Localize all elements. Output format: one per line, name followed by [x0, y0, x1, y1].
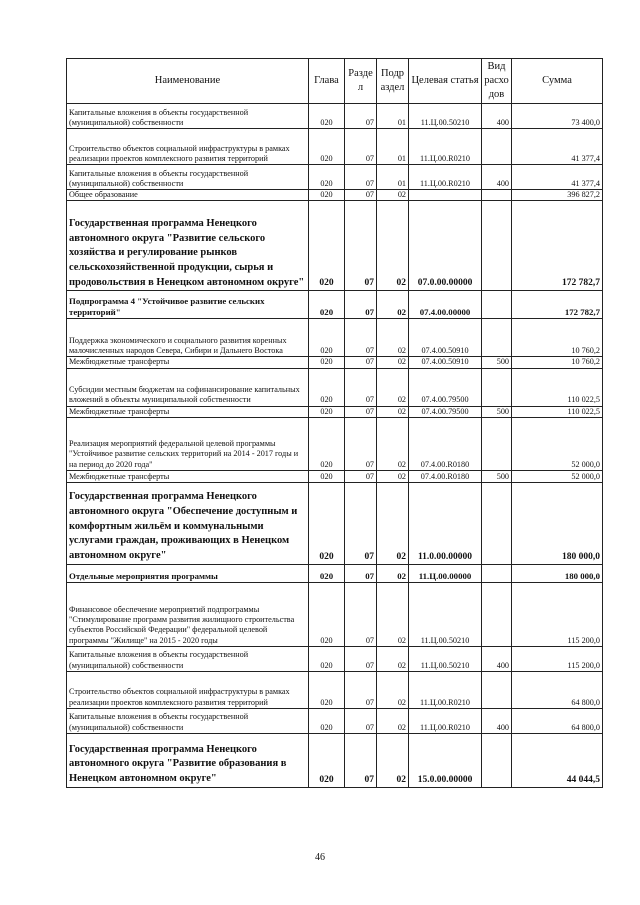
- cell-name: Государственная программа Ненецкого автономного округа "Развитие образования в Ненецком автономном округе": [67, 733, 309, 787]
- cell-glava: 020: [309, 201, 345, 291]
- cell-summa: 41 377,4: [512, 165, 603, 190]
- table-row: [67, 671, 603, 708]
- cell-name: Государственная программа Ненецкого автономного округа "Развитие сельского хозяйства и регулирование рынков сельскохозяйственной продукции, сырья и продовольствия в Ненецком автономном округе": [67, 201, 309, 291]
- table-row: [67, 319, 603, 357]
- cell-summa: 180 000,0: [512, 564, 603, 582]
- cell-vid: [482, 201, 512, 291]
- cell-statya: 11.Ц.00.50210: [409, 582, 482, 646]
- cell-name: Строительство объектов социальной инфраструктуры в рамках реализации проектов комплексного развития территорий: [67, 671, 309, 708]
- cell-name: Поддержка экономического и социального развития коренных малочисленных народов Севера, Сибири и Дальнего Востока: [67, 319, 309, 357]
- cell-summa: 110 022,5: [512, 368, 603, 406]
- cell-vid: [482, 417, 512, 470]
- cell-summa: 44 044,5: [512, 733, 603, 787]
- cell-glava: 020: [309, 646, 345, 671]
- cell-glava: 020: [309, 470, 345, 482]
- table-row: [67, 291, 603, 319]
- header-podrazdel: Подр аздел: [377, 59, 409, 104]
- cell-statya: 15.0.00.00000: [409, 733, 482, 787]
- cell-podrazdel: 02: [377, 319, 409, 357]
- cell-statya: 07.4.00.79500: [409, 368, 482, 406]
- cell-podrazdel: 02: [377, 357, 409, 368]
- cell-statya: 11.Ц.00.50210: [409, 104, 482, 129]
- cell-razdel: 07: [345, 165, 377, 190]
- table-row: [67, 482, 603, 564]
- table-row: [67, 406, 603, 417]
- table-row: [67, 470, 603, 482]
- cell-name: Финансовое обеспечение мероприятий подпрограммы "Стимулирование программ развития жилищного строительства субъектов Российской Федерации" федеральной целевой программы "Жилище" на 2015 - 2020 годы: [67, 582, 309, 646]
- cell-glava: 020: [309, 368, 345, 406]
- cell-glava: 020: [309, 482, 345, 564]
- cell-vid: [482, 482, 512, 564]
- cell-podrazdel: 02: [377, 406, 409, 417]
- cell-statya: 11.Ц.00.R0210: [409, 129, 482, 165]
- header-name: Наименование: [67, 59, 309, 104]
- budget-table-page: [66, 58, 602, 788]
- cell-vid: 400: [482, 708, 512, 733]
- cell-vid: [482, 671, 512, 708]
- cell-statya: 07.0.00.00000: [409, 201, 482, 291]
- cell-glava: 020: [309, 190, 345, 201]
- cell-glava: 020: [309, 582, 345, 646]
- cell-podrazdel: 02: [377, 417, 409, 470]
- cell-summa: 115 200,0: [512, 646, 603, 671]
- cell-glava: 020: [309, 406, 345, 417]
- cell-summa: 52 000,0: [512, 470, 603, 482]
- cell-name: Субсидии местным бюджетам на софинансирование капитальных вложений в объекты муниципальной собственности: [67, 368, 309, 406]
- cell-razdel: 07: [345, 201, 377, 291]
- table-row: [67, 129, 603, 165]
- table-row: [67, 564, 603, 582]
- table-row: [67, 733, 603, 787]
- cell-glava: 020: [309, 357, 345, 368]
- cell-statya: 07.4.00.00000: [409, 291, 482, 319]
- cell-vid: [482, 190, 512, 201]
- cell-razdel: 07: [345, 357, 377, 368]
- cell-statya: 11.Ц.00.50210: [409, 646, 482, 671]
- cell-vid: 500: [482, 357, 512, 368]
- cell-summa: 73 400,0: [512, 104, 603, 129]
- cell-name: Межбюджетные трансферты: [67, 470, 309, 482]
- table-row: [67, 104, 603, 129]
- cell-podrazdel: 02: [377, 582, 409, 646]
- cell-summa: 115 200,0: [512, 582, 603, 646]
- cell-razdel: 07: [345, 564, 377, 582]
- cell-glava: 020: [309, 733, 345, 787]
- cell-razdel: 07: [345, 406, 377, 417]
- cell-summa: 110 022,5: [512, 406, 603, 417]
- table-row: [67, 582, 603, 646]
- table-row: [67, 417, 603, 470]
- cell-glava: 020: [309, 129, 345, 165]
- cell-name: Капитальные вложения в объекты государственной (муниципальной) собственности: [67, 708, 309, 733]
- table-row: [67, 646, 603, 671]
- cell-name: Государственная программа Ненецкого автономного округа "Обеспечение доступным и комфортным жильём и коммунальными услугами граждан, проживающих в Ненецком автономном округе": [67, 482, 309, 564]
- cell-podrazdel: 02: [377, 646, 409, 671]
- cell-vid: [482, 564, 512, 582]
- cell-podrazdel: 02: [377, 708, 409, 733]
- cell-razdel: 07: [345, 190, 377, 201]
- cell-podrazdel: 02: [377, 368, 409, 406]
- cell-statya: 11.0.00.00000: [409, 482, 482, 564]
- table-row: [67, 190, 603, 201]
- table-row: [67, 708, 603, 733]
- cell-razdel: 07: [345, 646, 377, 671]
- cell-vid: [482, 319, 512, 357]
- cell-glava: 020: [309, 291, 345, 319]
- header-glava: Глава: [309, 59, 345, 104]
- cell-summa: 52 000,0: [512, 417, 603, 470]
- cell-name: Отдельные мероприятия программы: [67, 564, 309, 582]
- cell-razdel: 07: [345, 470, 377, 482]
- cell-summa: 172 782,7: [512, 291, 603, 319]
- cell-vid: [482, 291, 512, 319]
- cell-statya: 07.4.00.R0180: [409, 417, 482, 470]
- cell-summa: 10 760,2: [512, 357, 603, 368]
- cell-vid: 400: [482, 104, 512, 129]
- cell-razdel: 07: [345, 482, 377, 564]
- cell-podrazdel: 02: [377, 482, 409, 564]
- cell-statya: 11.Ц.00.R0210: [409, 671, 482, 708]
- cell-glava: 020: [309, 319, 345, 357]
- cell-summa: 64 800,0: [512, 708, 603, 733]
- cell-podrazdel: 02: [377, 564, 409, 582]
- cell-vid: [482, 733, 512, 787]
- cell-podrazdel: 01: [377, 165, 409, 190]
- cell-summa: 172 782,7: [512, 201, 603, 291]
- cell-podrazdel: 01: [377, 104, 409, 129]
- cell-name: Межбюджетные трансферты: [67, 357, 309, 368]
- cell-name: Подпрограмма 4 "Устойчивое развитие сельских территорий": [67, 291, 309, 319]
- table-row: [67, 368, 603, 406]
- cell-statya: 07.4.00.50910: [409, 357, 482, 368]
- cell-name: Капитальные вложения в объекты государственной (муниципальной) собственности: [67, 165, 309, 190]
- cell-glava: 020: [309, 165, 345, 190]
- cell-statya: 11.Ц.00.R0210: [409, 708, 482, 733]
- cell-razdel: 07: [345, 104, 377, 129]
- cell-razdel: 07: [345, 733, 377, 787]
- table-row: [67, 201, 603, 291]
- cell-glava: 020: [309, 417, 345, 470]
- cell-glava: 020: [309, 671, 345, 708]
- header-summa: Сумма: [512, 59, 603, 104]
- cell-razdel: 07: [345, 417, 377, 470]
- cell-statya: 07.4.00.R0180: [409, 470, 482, 482]
- cell-statya: 11.Ц.00.R0210: [409, 165, 482, 190]
- cell-podrazdel: 02: [377, 733, 409, 787]
- cell-podrazdel: 02: [377, 201, 409, 291]
- budget-table: [66, 58, 603, 788]
- cell-vid: 400: [482, 165, 512, 190]
- cell-summa: 396 827,2: [512, 190, 603, 201]
- cell-statya: 07.4.00.50910: [409, 319, 482, 357]
- cell-name: Строительство объектов социальной инфраструктуры в рамках реализации проектов комплексного развития территорий: [67, 129, 309, 165]
- cell-razdel: 07: [345, 129, 377, 165]
- cell-statya: 11.Ц.00.00000: [409, 564, 482, 582]
- cell-glava: 020: [309, 564, 345, 582]
- header-statya: Целевая статья: [409, 59, 482, 104]
- cell-razdel: 07: [345, 671, 377, 708]
- header-razdel: Разде л: [345, 59, 377, 104]
- cell-vid: [482, 582, 512, 646]
- cell-statya: [409, 190, 482, 201]
- cell-razdel: 07: [345, 708, 377, 733]
- cell-vid: 500: [482, 470, 512, 482]
- cell-summa: 64 800,0: [512, 671, 603, 708]
- table-row: [67, 357, 603, 368]
- cell-razdel: 07: [345, 582, 377, 646]
- cell-name: Капитальные вложения в объекты государственной (муниципальной) собственности: [67, 646, 309, 671]
- cell-name: Капитальные вложения в объекты государственной (муниципальной) собственности: [67, 104, 309, 129]
- table-row: [67, 165, 603, 190]
- cell-name: Общее образование: [67, 190, 309, 201]
- cell-razdel: 07: [345, 368, 377, 406]
- cell-summa: 10 760,2: [512, 319, 603, 357]
- cell-razdel: 07: [345, 291, 377, 319]
- header-vid: Вид расхо дов: [482, 59, 512, 104]
- cell-name: Реализация мероприятий федеральной целевой программы "Устойчивое развитие сельских территорий на 2014 - 2017 годы и на период до 2020 года": [67, 417, 309, 470]
- cell-podrazdel: 02: [377, 190, 409, 201]
- cell-glava: 020: [309, 708, 345, 733]
- cell-statya: 07.4.00.79500: [409, 406, 482, 417]
- cell-glava: 020: [309, 104, 345, 129]
- cell-summa: 41 377,4: [512, 129, 603, 165]
- table-header-row: [67, 59, 603, 104]
- cell-podrazdel: 02: [377, 470, 409, 482]
- cell-podrazdel: 02: [377, 291, 409, 319]
- cell-vid: 400: [482, 646, 512, 671]
- cell-summa: 180 000,0: [512, 482, 603, 564]
- cell-vid: [482, 368, 512, 406]
- cell-razdel: 07: [345, 319, 377, 357]
- cell-vid: [482, 129, 512, 165]
- cell-vid: 500: [482, 406, 512, 417]
- cell-podrazdel: 02: [377, 671, 409, 708]
- cell-podrazdel: 01: [377, 129, 409, 165]
- cell-name: Межбюджетные трансферты: [67, 406, 309, 417]
- page-number: 46: [315, 852, 325, 863]
